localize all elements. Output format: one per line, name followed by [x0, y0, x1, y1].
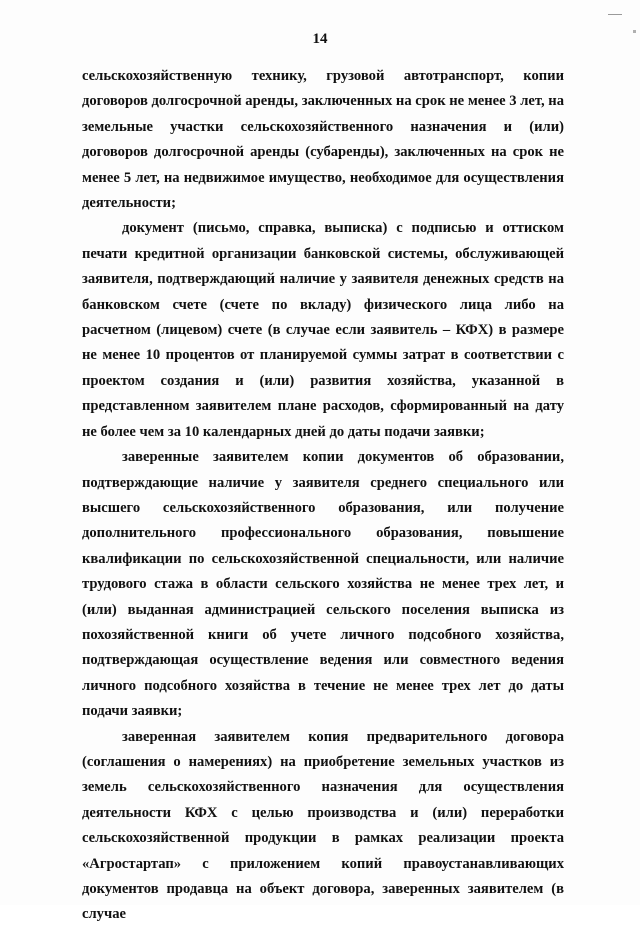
paragraph-1: сельскохозяйственную технику, грузовой автотранспорт, копии договоров долгосрочной аренды, заключенных на срок не менее 3 лет, на земельные участки сельскохозяйственного назначения и (или) договоров долгосрочной аренды (субаренды), заключенных на срок не менее 5 лет, на недвижимое имущество, необходимое для осуществления деятельности; [82, 68, 564, 212]
paragraph-2: документ (письмо, справка, выписка) с подписью и оттиском печати кредитной организации банковской системы, обслуживающей заявителя, подтверждающий наличие у заявителя денежных средств на банковском счете (счете по вкладу) физического лица либо на расчетном (лицевом) счете (в случае если заявитель – КФХ) в размере не менее 10 процентов от планируемой суммы затрат в соответствии с проектом создания и (или) развития хозяйства, указанной в представленном заявителем плане расходов, сформированный на дату не более чем за 10 календарных дней до даты подачи заявки; [82, 220, 564, 440]
paragraph-3: заверенные заявителем копии документов об образовании, подтверждающие наличие у заявителя среднего специального или высшего сельскохозяйственного образования, или получение дополнительного профессионального образования, повышение квалификации по сельскохозяйственной специальности, или наличие трудового стажа в области сельского хозяйства не менее трех лет, и (или) выданная администрацией сельского поселения выписка из похозяйственной книги об учете личного подсобного хозяйства, подтверждающая осуществление ведения или совместного ведения личного подсобного хозяйства в течение не менее трех лет до даты подачи заявки; [82, 449, 564, 720]
paragraph-4: заверенная заявителем копия предварительного договора (соглашения о намерениях) на приобретение земельных участков из земель сельскохозяйственного назначения для осуществления деятельности КФХ с целью производства и (или) переработки сельскохозяйственной продукции в рамках реализации проекта «Агростартап» с приложением копий правоустанавливающих документов продавца на объект договора, заверенных заявителем (в случае [82, 728, 564, 923]
scan-artifact [608, 14, 622, 15]
document-body [82, 64, 564, 928]
page-number: 14 [312, 31, 328, 47]
